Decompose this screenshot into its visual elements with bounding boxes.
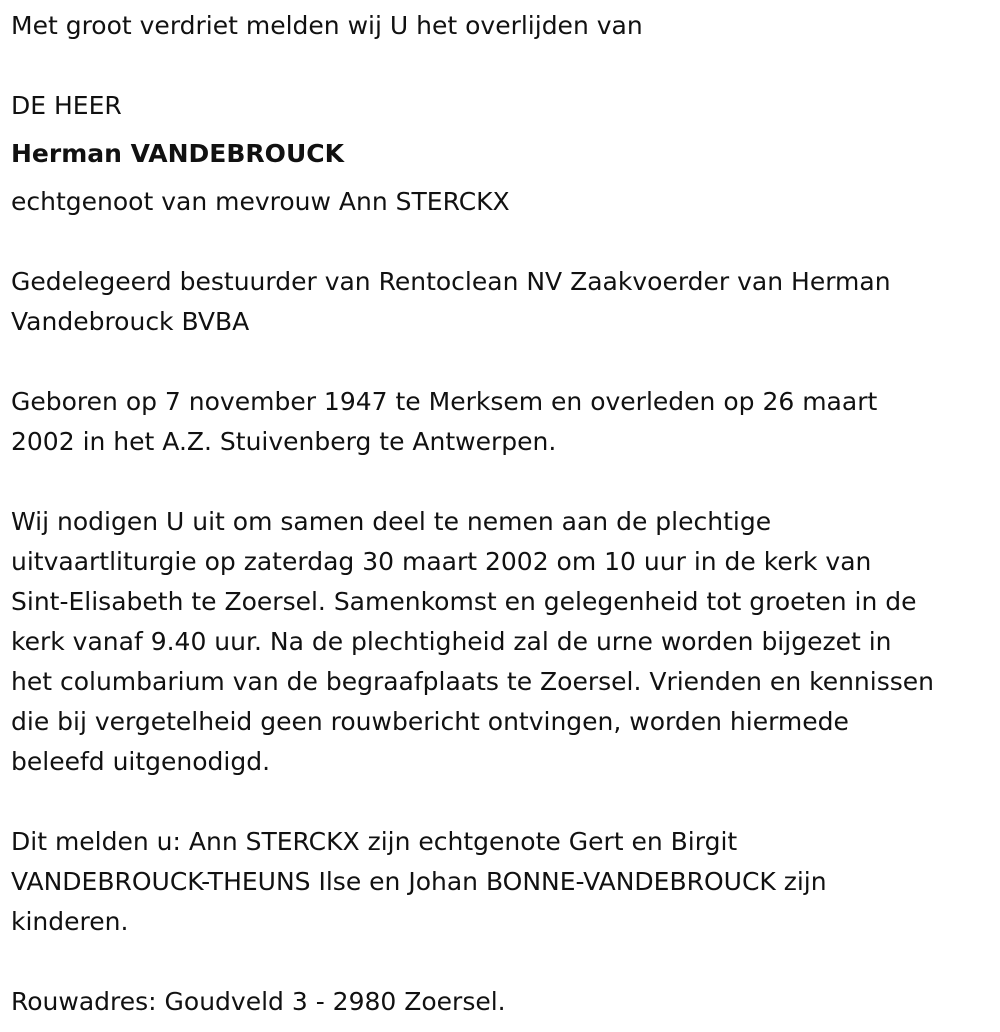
paragraph-line: Gedelegeerd bestuurder van Rentoclean NV Zaakvoerder van Herman bbox=[11, 267, 891, 296]
family-paragraph bbox=[11, 822, 993, 942]
spouse-text: echtgenoot van mevrouw Ann STERCKX bbox=[11, 187, 510, 216]
function-paragraph bbox=[11, 262, 993, 342]
invitation-paragraph bbox=[11, 502, 993, 782]
paragraph-line: uitvaartliturgie op zaterdag 30 maart 2002 om 10 uur in de kerk van bbox=[11, 547, 872, 576]
paragraph-line: 2002 in het A.Z. Stuivenberg te Antwerpen. bbox=[11, 427, 557, 456]
paragraph-line: kinderen. bbox=[11, 907, 129, 936]
paragraph-line: Geboren op 7 november 1947 te Merksem en overleden op 26 maart bbox=[11, 387, 878, 416]
paragraph-line: het columbarium van de begraafplaats te Zoersel. Vrienden en kennissen bbox=[11, 667, 934, 696]
mourning-address: Rouwadres: Goudveld 3 - 2980 Zoersel. bbox=[11, 987, 506, 1016]
intro-text: Met groot verdriet melden wij U het overlijden van bbox=[11, 11, 643, 40]
deceased-name: Herman VANDEBROUCK bbox=[11, 139, 344, 168]
paragraph-line: beleefd uitgenodigd. bbox=[11, 747, 271, 776]
paragraph-line: kerk vanaf 9.40 uur. Na de plechtigheid zal de urne worden bijgezet in bbox=[11, 627, 892, 656]
birth-death-paragraph bbox=[11, 382, 993, 462]
paragraph-line: die bij vergetelheid geen rouwbericht ontvingen, worden hiermede bbox=[11, 707, 849, 736]
paragraph-line: Wij nodigen U uit om samen deel te nemen aan de plechtige bbox=[11, 507, 772, 536]
honorific-title: DE HEER bbox=[11, 91, 122, 120]
paragraph-line: Dit melden u: Ann STERCKX zijn echtgenote Gert en Birgit bbox=[11, 827, 738, 856]
paragraph-line: Vandebrouck BVBA bbox=[11, 307, 250, 336]
paragraph-line: VANDEBROUCK-THEUNS Ilse en Johan BONNE-VANDEBROUCK zijn bbox=[11, 867, 827, 896]
paragraph-line: Sint-Elisabeth te Zoersel. Samenkomst en gelegenheid tot groeten in de bbox=[11, 587, 917, 616]
